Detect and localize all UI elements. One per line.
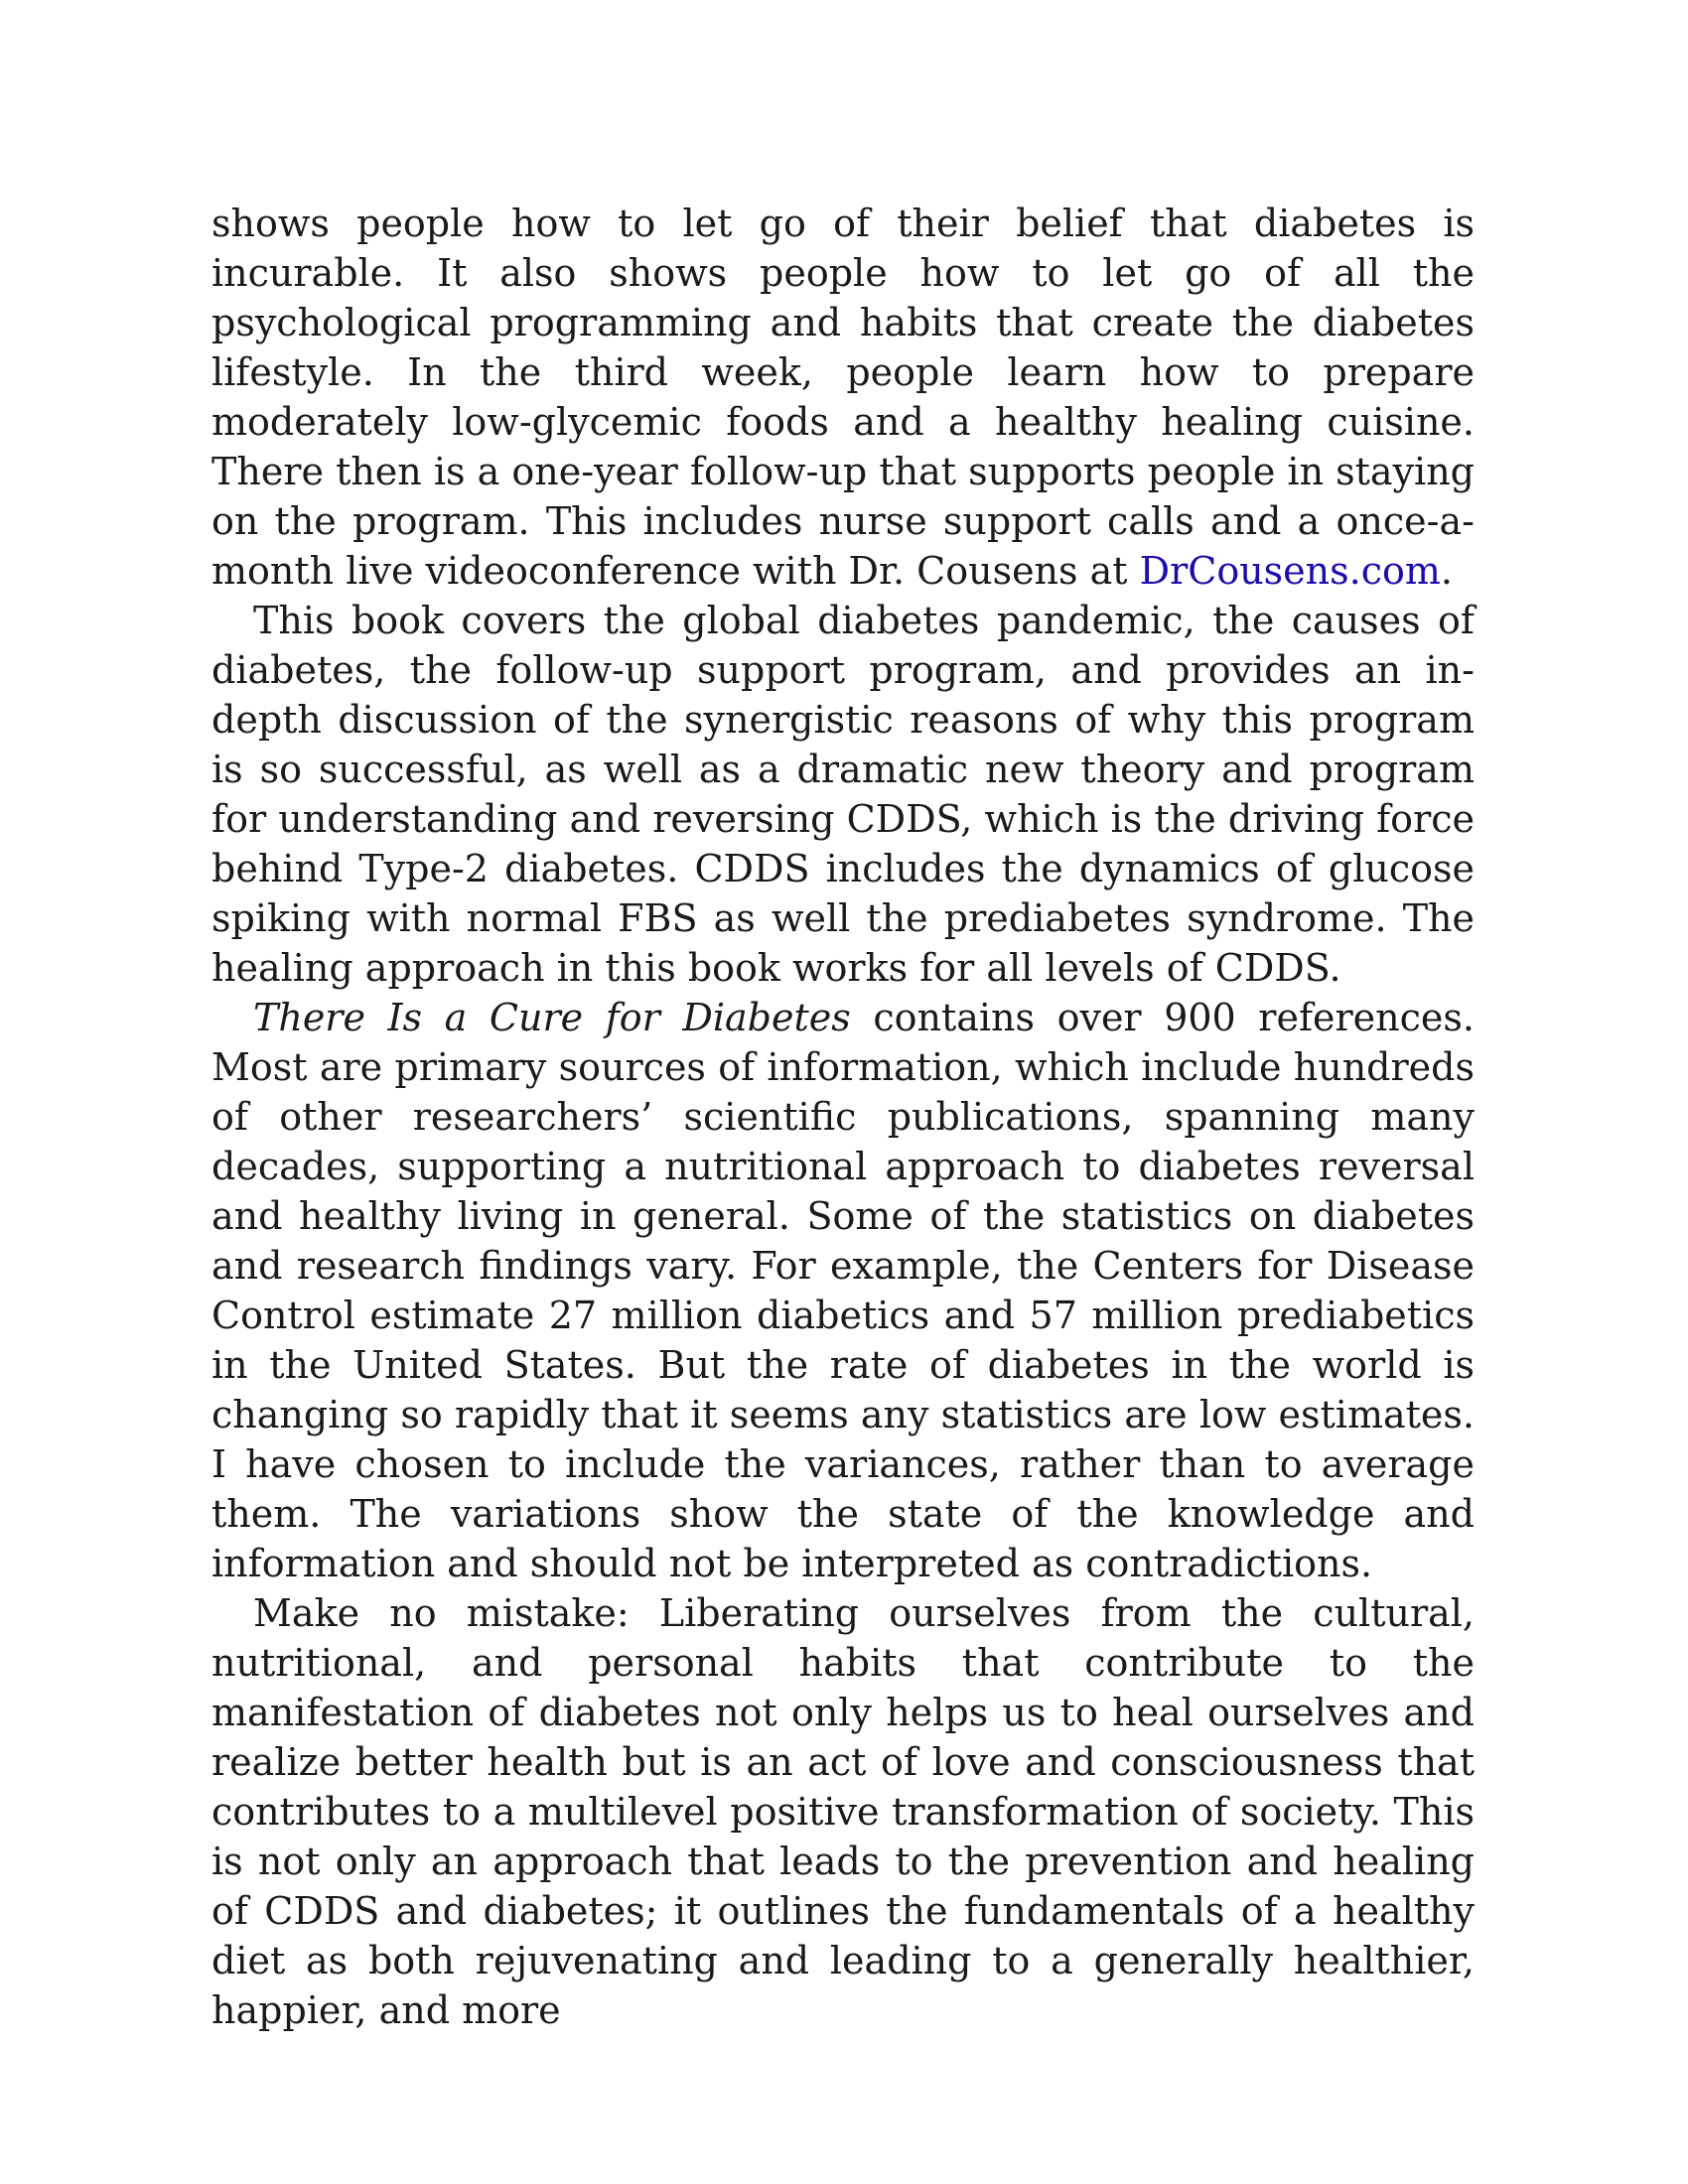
paragraph-program-overview <box>211 199 1475 596</box>
paragraph-make-no-mistake <box>211 1588 1475 2035</box>
paragraph-references <box>211 993 1475 1588</box>
book-title: There Is a Cure for Diabetes <box>253 996 851 1039</box>
paragraph-book-coverage <box>211 596 1475 993</box>
paragraph-text: This book covers the global diabetes pandemic, the causes of diabetes, the follow-up support program, and provides an in-depth discussion of the synergistic reasons of why this program is so successful, as well as a dramatic new theory and program for understanding and reversing CDDS, which is the driving force behind Type-2 diabetes. CDDS includes the dynamics of glucose spiking with normal FBS as well the prediabetes syndrome. The healing approach in this book works for all levels of CDDS. <box>211 599 1475 990</box>
drcousens-link[interactable]: DrCousens.com <box>1139 549 1441 593</box>
paragraph-text: contains over 900 references. Most are primary sources of information, which include hundreds of other researchers’ scientific publications, spanning many decades, supporting a nutritional approach to diabetes reversal and healthy living in general. Some of the statistics on diabetes and research findings vary. For example, the Centers for Disease Control estimate 27 million diabetics and 57 million prediabetics in the United States. But the rate of diabetes in the world is changing so rapidly that it seems any statistics are low estimates. I have chosen to include the variances, rather than to average them. The variations show the state of the knowledge and information and should not be interpreted as contradictions. <box>211 996 1475 1585</box>
paragraph-text: shows people how to let go of their belief that diabetes is incurable. It also shows people how to let go of all the psychological programming and habits that create the diabetes lifestyle. In the third week, people learn how to prepare moderately low-glycemic foods and a healthy healing cuisine. There then is a one-year follow-up that supports people in staying on the program. This includes nurse support calls and a once-a-month live videoconference with Dr. Cousens at <box>211 202 1475 593</box>
paragraph-text: Make no mistake: Liberating ourselves from the cultural, nutritional, and personal habits that contribute to the manifestation of diabetes not only helps us to heal ourselves and realize better health but is an act of love and consciousness that contributes to a multilevel positive transformation of society. This is not only an approach that leads to the prevention and healing of CDDS and diabetes; it outlines the fundamentals of a healthy diet as both rejuvenating and leading to a generally healthier, happier, and more <box>211 1591 1475 2032</box>
paragraph-text-end: . <box>1440 549 1454 593</box>
page-body <box>211 199 1475 2035</box>
